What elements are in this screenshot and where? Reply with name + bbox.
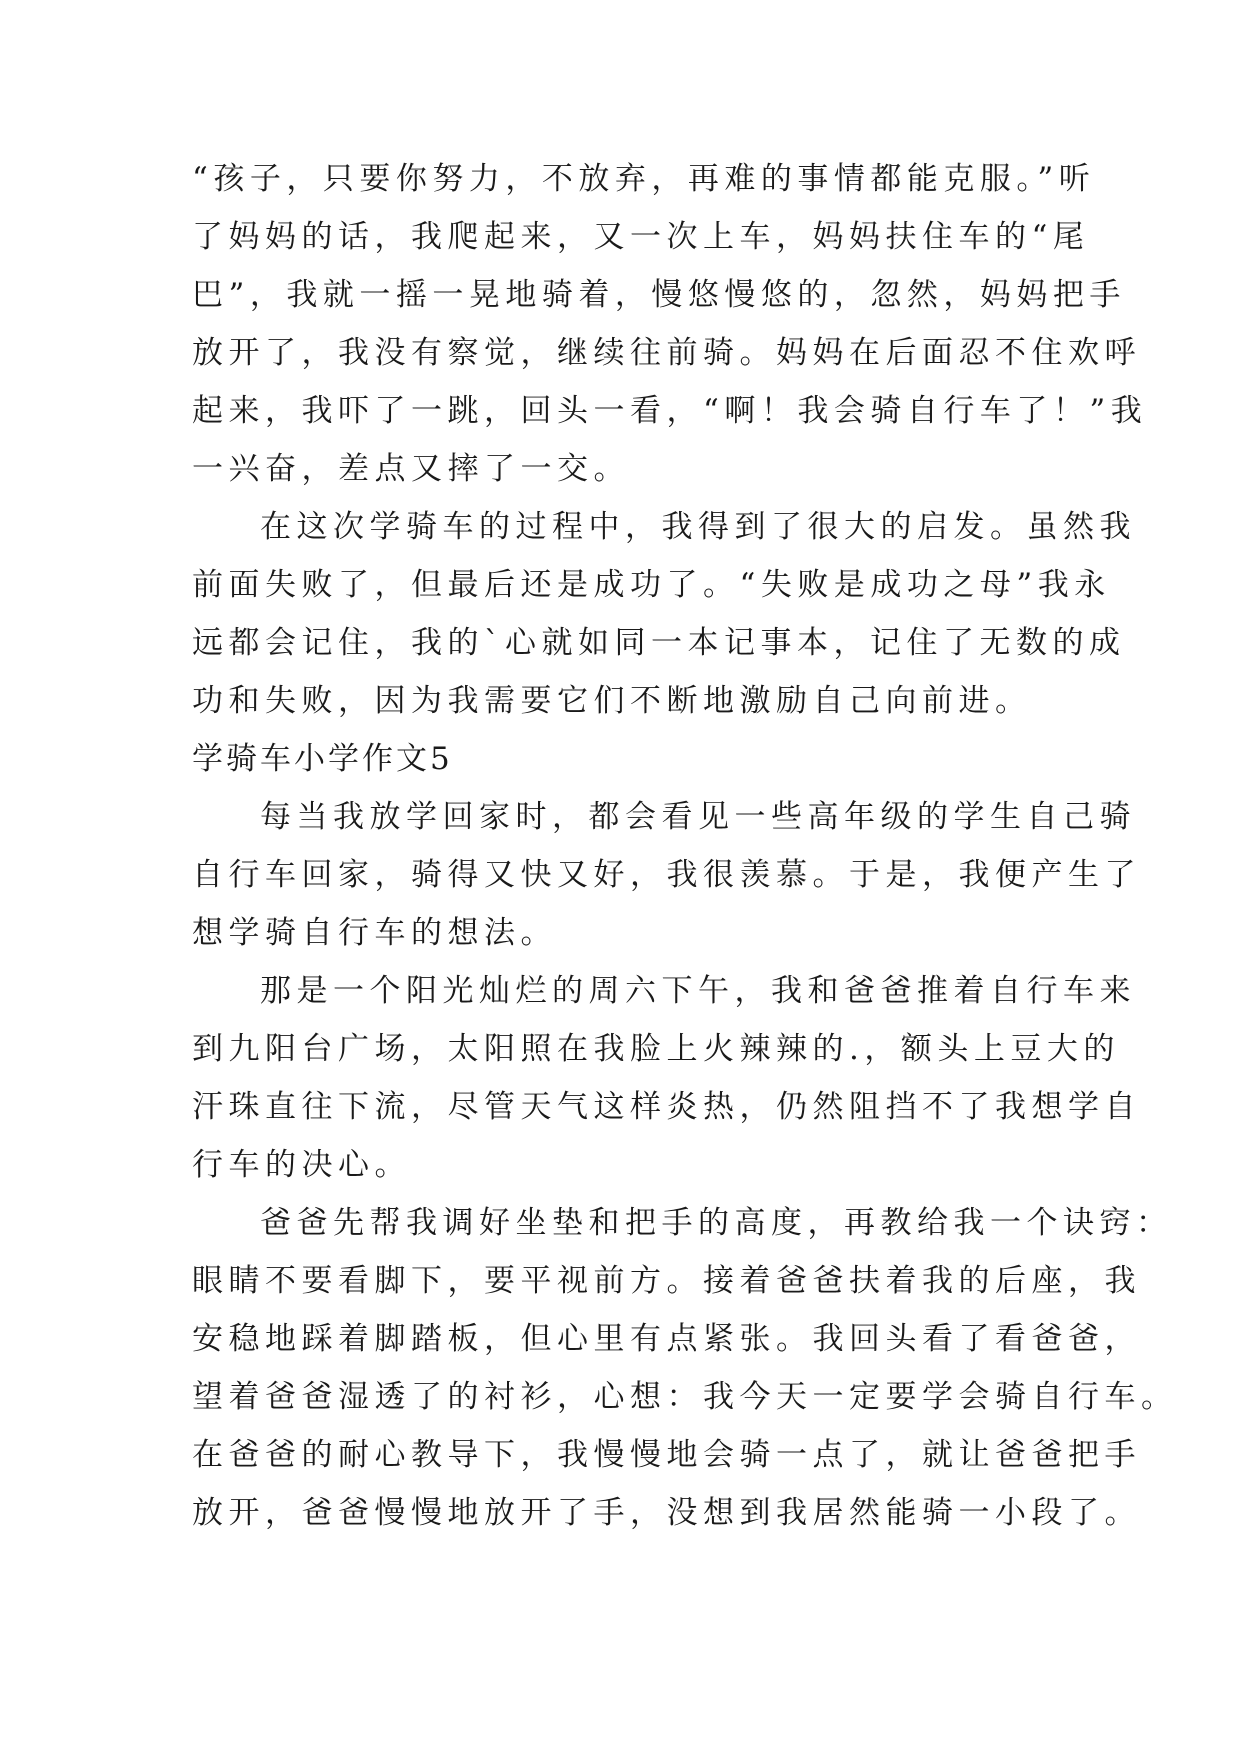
text-line: 了妈妈的话，我爬起来，又一次上车，妈妈扶住车的“尾 <box>192 219 1090 255</box>
text-line: 到九阳台广场，太阳照在我脸上火辣辣的.，额头上豆大的 <box>192 1031 1120 1067</box>
text-line: 汗珠直往下流，尽管天气这样炎热，仍然阻挡不了我想学自 <box>192 1089 1141 1125</box>
paragraph <box>192 498 1136 730</box>
text-line: 放开了，我没有察觉，继续往前骑。妈妈在后面忍不住欢呼 <box>192 335 1141 371</box>
text-line: 安稳地踩着脚踏板，但心里有点紧张。我回头看了看爸爸， <box>192 1321 1141 1357</box>
text-line: 行车的决心。 <box>192 1147 411 1183</box>
paragraph <box>192 1194 1178 1542</box>
text-line: 每当我放学回家时，都会看见一些高年级的学生自己骑 <box>260 799 1136 835</box>
text-line: 望着爸爸湿透了的衬衫，心想：我今天一定要学会骑自行车。 <box>192 1379 1178 1415</box>
section-title-text: 学骑车小学作文5 <box>192 741 453 777</box>
text-line: 起来，我吓了一跳，回头一看，“啊！我会骑自行车了！”我 <box>192 393 1148 429</box>
text-line: 前面失败了，但最后还是成功了。“失败是成功之母”我永 <box>192 567 1111 603</box>
text-line: 想学骑自行车的想法。 <box>192 915 557 951</box>
text-line: 那是一个阳光灿烂的周六下午，我和爸爸推着自行车来 <box>260 973 1136 1009</box>
section-title <box>192 730 1072 788</box>
text-line: 功和失败，因为我需要它们不断地激励自己向前进。 <box>192 683 1032 719</box>
text-line: 在爸爸的耐心教导下，我慢慢地会骑一点了，就让爸爸把手 <box>192 1437 1141 1473</box>
document-page <box>192 150 1178 1542</box>
paragraph <box>192 788 1141 962</box>
paragraph <box>192 150 1148 498</box>
text-line: 自行车回家，骑得又快又好，我很羡慕。于是，我便产生了 <box>192 857 1141 893</box>
paragraph <box>192 962 1141 1194</box>
text-line: 在这次学骑车的过程中，我得到了很大的启发。虽然我 <box>260 509 1136 545</box>
text-line: “孩子，只要你努力，不放弃，再难的事情都能克服。”听 <box>192 161 1096 197</box>
text-line: 放开，爸爸慢慢地放开了手，没想到我居然能骑一小段了。 <box>192 1495 1141 1531</box>
text-line: 爸爸先帮我调好坐垫和把手的高度，再教给我一个诀窍： <box>260 1205 1173 1241</box>
text-line: 一兴奋，差点又摔了一交。 <box>192 451 630 487</box>
text-line: 巴”，我就一摇一晃地骑着，慢悠慢悠的，忽然，妈妈把手 <box>192 277 1126 313</box>
text-line: 眼睛不要看脚下，要平视前方。接着爸爸扶着我的后座，我 <box>192 1263 1141 1299</box>
text-line: 远都会记住，我的`心就如同一本记事本，记住了无数的成 <box>192 625 1126 661</box>
